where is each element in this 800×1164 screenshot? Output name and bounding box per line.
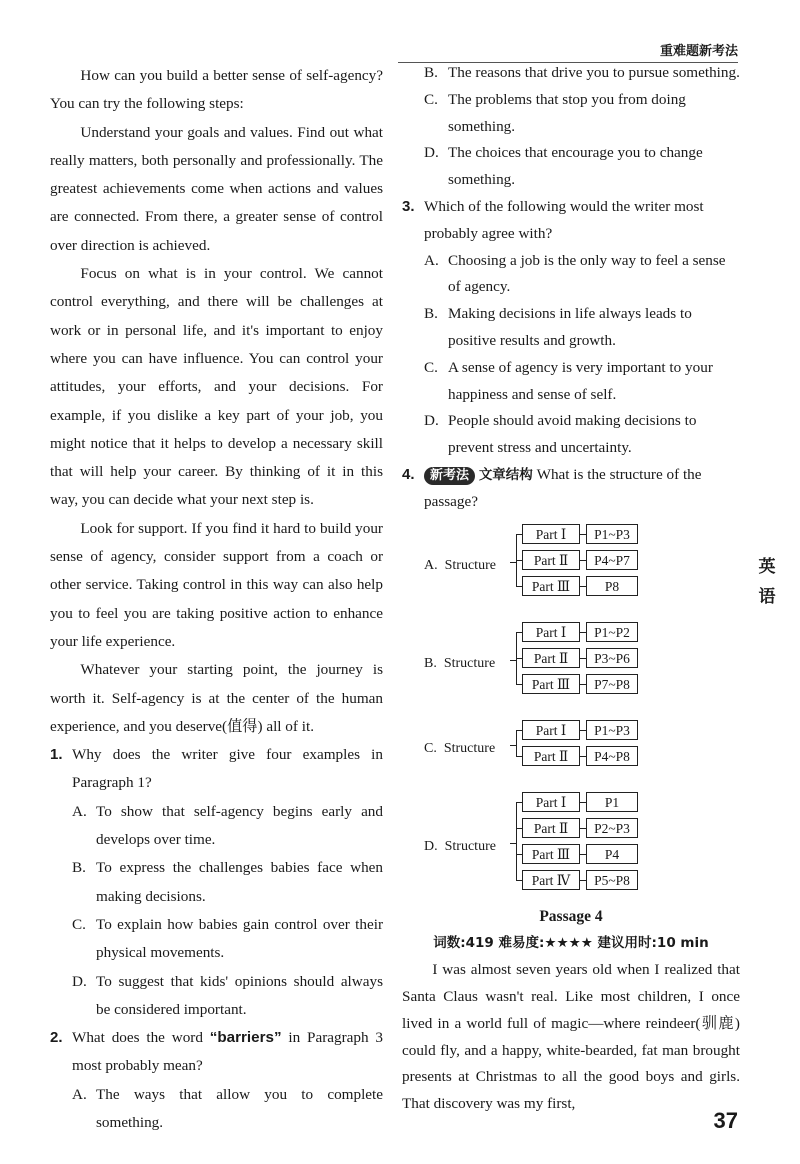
part-box: Part Ⅲ [522, 576, 580, 596]
subject-char: 英 [758, 557, 776, 577]
option-label: B. [72, 859, 86, 877]
part-box: Part Ⅱ [522, 818, 580, 838]
range-box: P4~P7 [586, 550, 638, 570]
question-2 [50, 1024, 383, 1081]
question-number: 2. [50, 1029, 63, 1047]
option-text: To express the challenges babies face when making decisions. [96, 859, 383, 905]
option-label: A. [72, 1085, 87, 1103]
option[interactable] [50, 968, 383, 1025]
question-stem: Which of the following would the writer most probably agree with? [424, 197, 704, 242]
brace-line [516, 802, 517, 880]
part-box: Part Ⅰ [522, 622, 580, 642]
brace-tip [510, 660, 516, 661]
range-box: P1~P2 [586, 622, 638, 642]
question-keyword: “barriers” [209, 1029, 282, 1047]
part-box: Part Ⅱ [522, 746, 580, 766]
option-text: To suggest that kids' opinions should always be considered important. [96, 972, 383, 1018]
range-box: P1 [586, 792, 638, 812]
option[interactable] [402, 87, 740, 141]
option-label: D. [72, 972, 87, 990]
option-text: To show that self-agency begins early and develops over time. [96, 802, 383, 849]
option[interactable] [50, 798, 383, 855]
range-box: P7~P8 [586, 674, 638, 694]
option-label: B. [424, 305, 438, 323]
option[interactable] [50, 854, 383, 911]
structure-option[interactable] [402, 618, 740, 704]
right-column [402, 60, 740, 1118]
question-3 [402, 194, 740, 248]
paragraph: Understand your goals and values. Find out what really matters, both personally and professionally. The greatest achievements come when actions and values are connected. From there, a greater sense of control over direction is achieved. [50, 123, 383, 254]
range-box: P8 [586, 576, 638, 596]
option-text: To explain how babies gain control over their physical movements. [96, 915, 383, 962]
option[interactable] [402, 408, 740, 462]
brace-line [516, 730, 517, 756]
option-text: The reasons that drive you to pursue something. [448, 64, 740, 81]
option-label: A. [424, 251, 439, 269]
range-box: P1~P3 [586, 524, 638, 544]
option[interactable] [402, 60, 740, 87]
option-text: Making decisions in life always leads to positive results and growth. [448, 305, 692, 349]
option-label: B. [424, 64, 438, 81]
option-text: The ways that allow you to complete something. [96, 1085, 383, 1131]
part-box: Part Ⅱ [522, 550, 580, 570]
structure-option[interactable] [402, 788, 740, 900]
left-column [50, 62, 383, 1137]
option-text: People should avoid making decisions to prevent stress and uncertainty. [448, 412, 697, 457]
paragraph: How can you build a better sense of self-agency? You can try the following steps: [50, 67, 383, 113]
structure-label: B. Structure [424, 655, 496, 671]
structure-label: C. Structure [424, 740, 496, 756]
subject-label [756, 552, 778, 612]
option-label: D. [424, 412, 439, 430]
page-number: 37 [713, 1108, 738, 1133]
option-label: A. [72, 802, 87, 820]
option[interactable] [50, 911, 383, 968]
option[interactable] [402, 355, 740, 409]
brace-tip [510, 562, 516, 563]
subject-char: 语 [758, 587, 776, 607]
question-stem: in Paragraph 3 most probably mean? [72, 1029, 383, 1075]
brace-tip [510, 745, 516, 746]
paragraph: Focus on what is in your control. We cannot control everything, and there will be challenges at work or in personal life, and it's important to enjoy where you can have influence. You can control your attitudes, your efforts, and your decisions. For example, if you dislike a key part of your job, you might notice that it helps to develop a necessary skill that will help your career. By thinking of it in this way, you can decide what your next step is. [50, 265, 383, 509]
option-text: A sense of agency is very important to your happiness and sense of self. [448, 358, 713, 403]
structure-label: A. Structure [424, 557, 496, 573]
range-box: P4 [586, 844, 638, 864]
option-label: C. [424, 90, 438, 108]
option-text: The problems that stop you from doing something. [448, 90, 686, 135]
part-box: Part Ⅰ [522, 524, 580, 544]
range-box: P5~P8 [586, 870, 638, 890]
structure-options [402, 520, 740, 900]
question-1 [50, 741, 383, 798]
question-tag: 文章结构 [478, 466, 533, 483]
question-stem: What does the word [72, 1029, 210, 1047]
passage-text: I was almost seven years old when I realized that Santa Claus wasn't real. Like most children, I once lived in a world full of magic—where reindeer(驯鹿) could fly, and a happy, white-bearded, fat man brought presents at Christmas to all the good boys and girls. That discovery was my first, [402, 961, 740, 1113]
new-method-badge: 新考法 [424, 467, 475, 485]
range-box: P3~P6 [586, 648, 638, 668]
part-box: Part Ⅰ [522, 720, 580, 740]
question-number: 1. [50, 746, 63, 764]
option-label: C. [424, 358, 438, 376]
option[interactable] [50, 1081, 383, 1138]
range-box: P4~P8 [586, 746, 638, 766]
part-box: Part Ⅰ [522, 792, 580, 812]
structure-option[interactable] [402, 716, 740, 776]
structure-label: D. Structure [424, 838, 496, 854]
header-title: 重难题新考法 [659, 44, 738, 59]
question-4 [402, 462, 740, 516]
part-box: Part Ⅱ [522, 648, 580, 668]
question-stem: Why does the writer give four examples in Paragraph 1? [72, 746, 383, 792]
part-box: Part Ⅲ [522, 674, 580, 694]
paragraph: Look for support. If you find it hard to build your sense of agency, consider support from a coach or other service. Taking control in this way can also help you to feel you are taking positive action to enhance your life experience. [50, 519, 383, 650]
option[interactable] [402, 248, 740, 302]
part-box: Part Ⅳ [522, 870, 580, 890]
option[interactable] [402, 140, 740, 194]
option-text: Choosing a job is the only way to feel a sense of agency. [448, 251, 726, 296]
question-number: 3. [402, 197, 415, 215]
question-number: 4. [402, 465, 415, 483]
passage-stats: 词数:419 难易度:★★★★ 建议用时:10 min [433, 935, 709, 952]
option-text: The choices that encourage you to change something. [448, 144, 703, 189]
brace-tip [510, 843, 516, 844]
part-box: Part Ⅲ [522, 844, 580, 864]
structure-option[interactable] [402, 520, 740, 606]
option-label: D. [424, 144, 439, 162]
range-box: P1~P3 [586, 720, 638, 740]
option[interactable] [402, 301, 740, 355]
paragraph: Whatever your starting point, the journey is worth it. Self-agency is at the center of the human experience, and you deserve(值得) all of it. [50, 661, 383, 735]
question-stem: What is the structure of the passage? [424, 465, 702, 510]
option-label: C. [72, 915, 86, 933]
range-box: P2~P3 [586, 818, 638, 838]
passage-title: Passage 4 [539, 907, 603, 925]
